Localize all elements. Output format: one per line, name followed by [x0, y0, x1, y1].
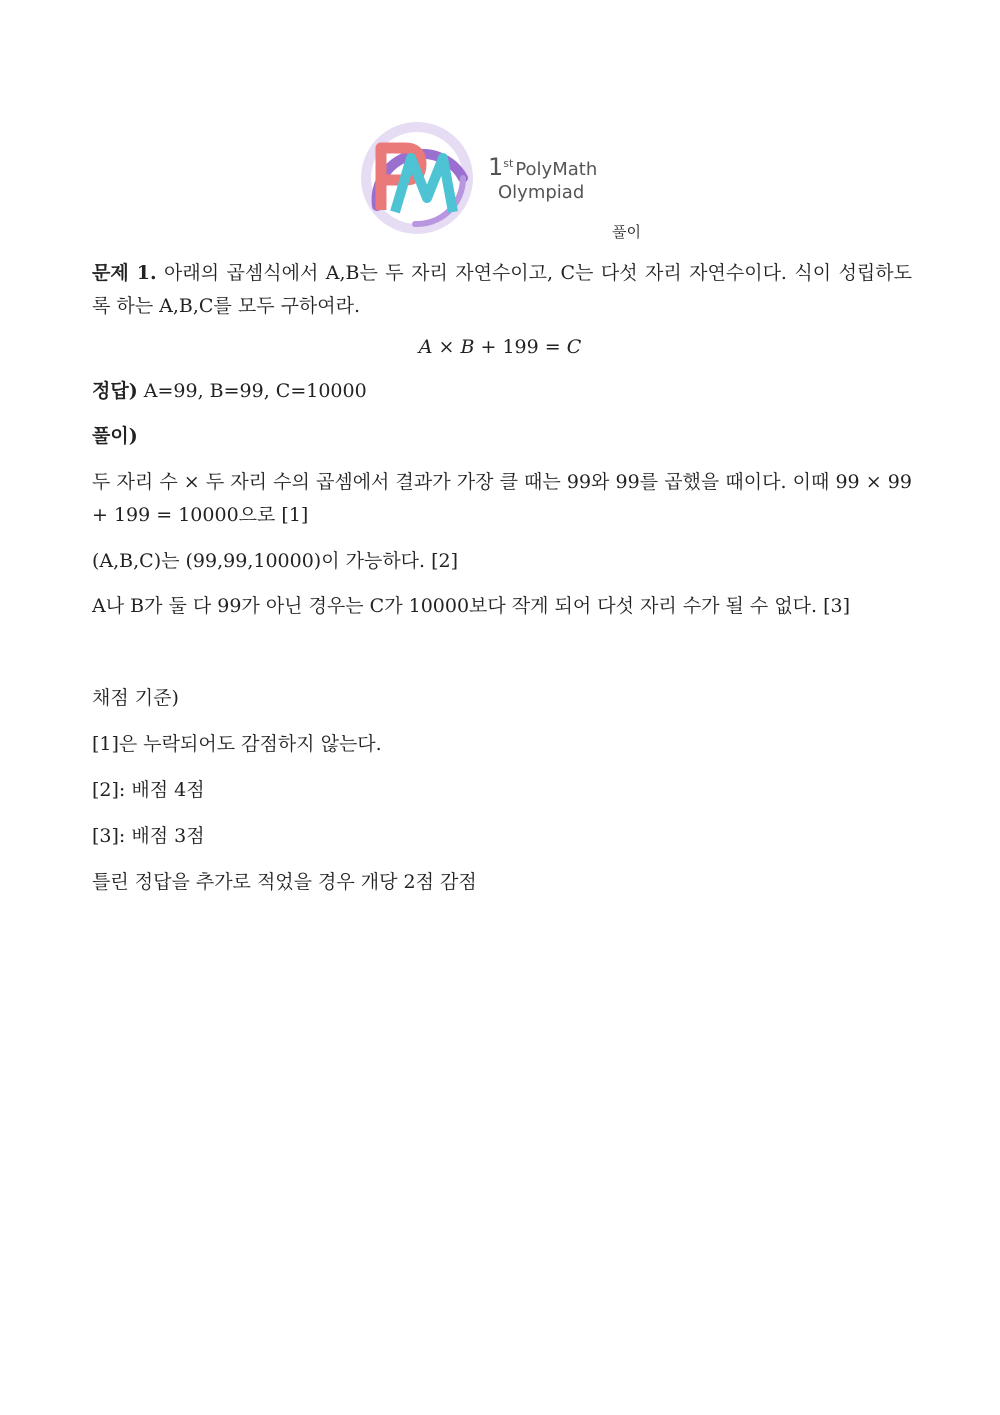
grading-item: [3]: 배점 3점	[92, 825, 205, 847]
solution-line-1: 두 자리 수 × 두 자리 수의 곱셈에서 결과가 가장 클 때는 99와 99를 곱했을 때이다. 이때 99 × 99 + 199 = 10000으로 [1]	[92, 471, 912, 526]
solution-line-2: (A,B,C)는 (99,99,10000)이 가능하다. [2]	[92, 550, 459, 572]
logo-title: PolyMath	[515, 159, 598, 180]
grading-item: 틀린 정답을 추가로 적었을 경우 개당 2점 감점	[92, 871, 477, 893]
problem-label: 문제 1.	[92, 262, 157, 284]
answer-text: A=99, B=99, C=10000	[143, 380, 367, 402]
logo-text	[488, 153, 597, 205]
polymath-logo	[355, 118, 485, 240]
answer-label: 정답)	[92, 380, 138, 402]
logo-superscript: st	[503, 157, 514, 170]
equation-b: B	[460, 336, 475, 358]
equation-c: C	[566, 336, 582, 358]
answer	[92, 375, 912, 408]
solution-line-3: A나 B가 둘 다 99가 아닌 경우는 C가 10000보다 작게 되어 다섯 자리 수가 될 수 없다. [3]	[92, 595, 851, 617]
problem-statement	[92, 257, 912, 323]
grading-item: [1]은 누락되어도 감점하지 않는다.	[92, 733, 382, 755]
problem-text: 아래의 곱셈식에서 A,B는 두 자리 자연수이고, C는 다섯 자리 자연수이다. 식이 성립하도록 하는 A,B,C를 모두 구하여라.	[92, 262, 912, 317]
logo-number: 1	[488, 153, 504, 181]
grading-item: [2]: 배점 4점	[92, 779, 205, 801]
equation	[0, 336, 1000, 358]
solution-label: 풀이)	[92, 425, 138, 447]
grading-title: 채점 기준)	[92, 687, 179, 709]
section-label: 풀이	[612, 223, 641, 241]
equation-times: ×	[438, 336, 455, 358]
equation-plus: + 199 =	[480, 336, 561, 358]
equation-a: A	[418, 336, 433, 358]
logo-subtitle: Olympiad	[498, 182, 585, 203]
